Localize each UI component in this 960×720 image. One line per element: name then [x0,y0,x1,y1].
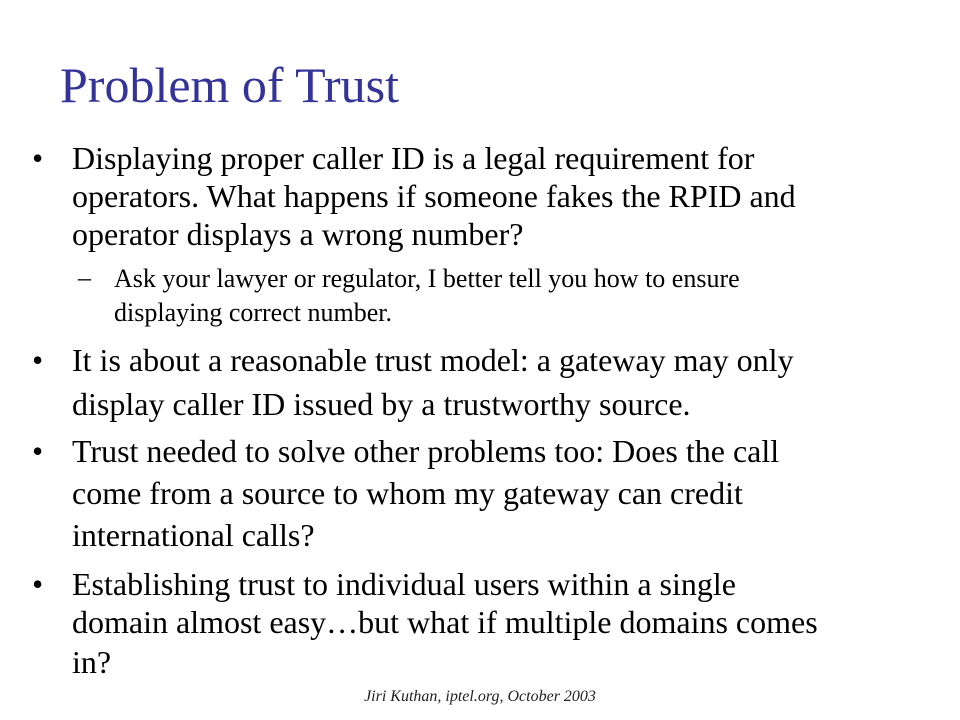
bullet-line: operators. What happens if someone fakes the RPID and [72,178,796,214]
bullet-line: come from a source to whom my gateway can credit [72,475,743,511]
bullet-line: Trust needed to solve other problems too: Does the call [72,433,780,469]
bullet-line: Establishing trust to individual users within a single [72,566,736,602]
bullet-line: international calls? [72,517,315,553]
bullet-line: domain almost easy…but what if multiple domains comes [72,604,818,640]
bullet-line: Displaying proper caller ID is a legal requirement for [72,140,755,176]
bullet-line: operator displays a wrong number? [72,216,524,252]
sub-bullet-dash: – [78,263,91,292]
bullet-dot: • [32,140,44,176]
slide-footer: Jiri Kuthan, iptel.org, October 2003 [364,688,596,705]
bullet-line: in? [72,644,112,680]
sub-bullet-line: Ask your lawyer or regulator, I better tell you how to ensure [114,264,740,293]
bullet-line: It is about a reasonable trust model: a gateway may only [72,342,794,378]
sub-bullet-line: displaying correct number. [114,298,392,327]
bullet-dot: • [32,433,44,469]
bullet-dot: • [32,342,44,378]
bullet-dot: • [32,566,44,602]
bullet-line: display caller ID issued by a trustworthy source. [72,386,691,422]
slide-title: Problem of Trust [60,57,399,113]
